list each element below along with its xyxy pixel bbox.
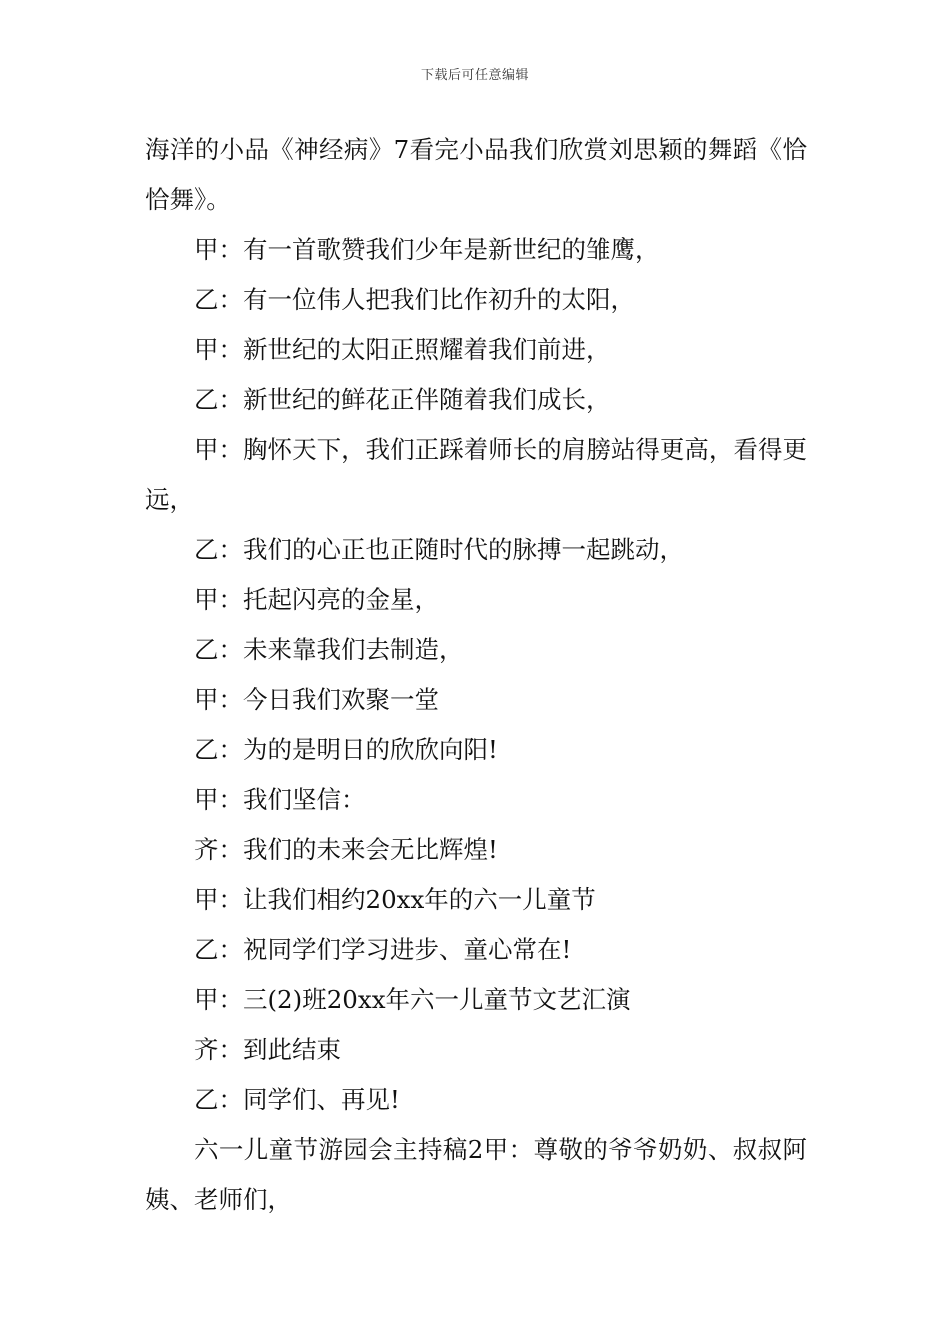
paragraph: 甲：三(2)班20xx年六一儿童节文艺汇演 — [194, 985, 631, 1014]
document-body — [145, 125, 807, 1225]
paragraph: 六一儿童节游园会主持稿2甲：尊敬的爷爷奶奶、叔叔阿姨、老师们， — [145, 1135, 807, 1214]
paragraph: 甲：胸怀天下，我们正踩着师长的肩膀站得更高，看得更远， — [145, 435, 807, 514]
paragraph: 甲：今日我们欢聚一堂 — [194, 685, 439, 714]
paragraph: 甲：让我们相约20xx年的六一儿童节 — [194, 885, 596, 914]
page-header-note: 下载后可任意编辑 — [420, 68, 529, 83]
paragraph: 海洋的小品《神经病》7看完小品我们欣赏刘思颖的舞蹈《恰恰舞》。 — [145, 135, 807, 214]
paragraph: 乙：有一位伟人把我们比作初升的太阳， — [194, 285, 635, 314]
paragraph: 乙：祝同学们学习进步、童心常在! — [194, 935, 572, 964]
paragraph: 甲：新世纪的太阳正照耀着我们前进， — [194, 335, 611, 364]
paragraph: 齐：到此结束 — [194, 1035, 341, 1064]
paragraph: 甲：托起闪亮的金星， — [194, 585, 439, 614]
paragraph: 乙：同学们、再见! — [194, 1085, 400, 1114]
paragraph: 乙：新世纪的鲜花正伴随着我们成长， — [194, 385, 611, 414]
paragraph: 甲：有一首歌赞我们少年是新世纪的雏鹰， — [194, 235, 660, 264]
paragraph: 齐：我们的未来会无比辉煌! — [194, 835, 498, 864]
paragraph: 乙：为的是明日的欣欣向阳! — [194, 735, 498, 764]
paragraph: 乙：未来靠我们去制造， — [194, 635, 464, 664]
paragraph: 甲：我们坚信： — [194, 785, 366, 814]
paragraph: 乙：我们的心正也正随时代的脉搏一起跳动， — [194, 535, 684, 564]
